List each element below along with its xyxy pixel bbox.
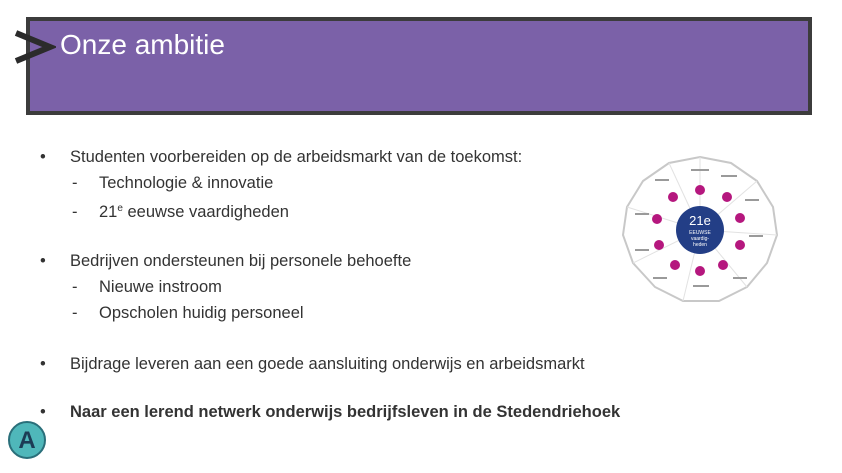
sub-item: - Opscholen huidig personeel	[72, 304, 304, 322]
sub-item: - Nieuwe instroom	[72, 278, 222, 296]
bullet-1: • Studenten voorbereiden op de arbeidsmarkt van de toekomst:	[40, 148, 523, 166]
21e-eeuwse-vaardigheden-wheel	[621, 155, 779, 305]
sub-item: - Technologie & innovatie	[72, 174, 274, 192]
wheel-center-label: EEUWSE	[689, 230, 711, 236]
wheel-center-label: vaardig-	[690, 236, 710, 242]
wheel-center-label: heden	[693, 242, 707, 248]
sub-item: - 21e eeuwse vaardigheden	[72, 203, 289, 221]
wheel-center-number: 21e	[689, 213, 711, 228]
a-logo: A	[8, 421, 46, 459]
bullet-4: • Naar een lerend netwerk onderwijs bedrijfsleven in de Stedendriehoek	[40, 403, 621, 421]
slide-title: Onze ambitie	[60, 29, 225, 60]
bullet-2: • Bedrijven ondersteunen bij personele behoefte	[40, 252, 412, 270]
chevron-right-icon	[12, 30, 56, 64]
bullet-3: • Bijdrage leveren aan een goede aansluiting onderwijs en arbeidsmarkt	[40, 355, 585, 373]
